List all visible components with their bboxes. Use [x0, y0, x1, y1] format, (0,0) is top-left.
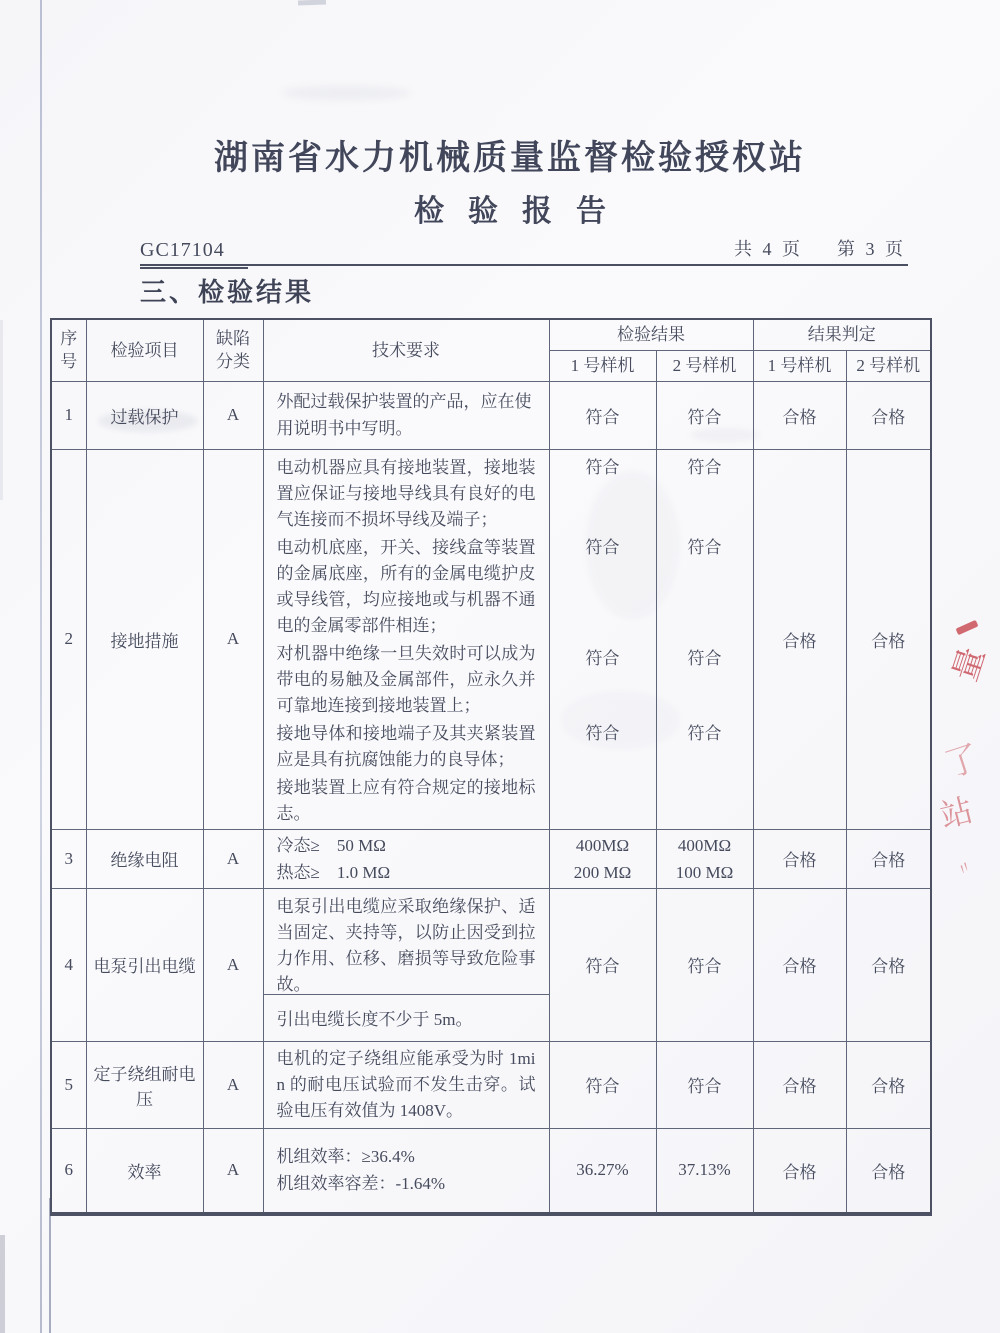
row-result-2: 37.13%	[656, 1128, 753, 1214]
result-entry: 符合	[687, 648, 722, 668]
table-row	[51, 888, 931, 1041]
header-requirement: 技术要求	[263, 319, 549, 381]
seal-glyph: 〃	[953, 857, 977, 881]
seal-glyph: 了	[940, 739, 985, 786]
row-result-1: 36.27%	[549, 1128, 656, 1214]
page-info	[734, 235, 906, 261]
requirement-line: 冷态≥ 50 MΩ	[276, 835, 386, 855]
row-result-1	[549, 829, 656, 888]
row-requirement	[263, 449, 549, 829]
row-result-1: 符合	[549, 1041, 656, 1128]
row-judgment-1: 合格	[753, 829, 846, 888]
row-judgment-1: 合格	[753, 1041, 846, 1128]
page-edge-line	[40, 0, 42, 1333]
row-seq: 5	[51, 1041, 86, 1128]
row-judgment-2: 合格	[846, 449, 931, 829]
result-entry: 符合	[585, 648, 620, 668]
row-item: 效率	[86, 1128, 203, 1214]
page-current: 第 3 页	[837, 239, 906, 259]
row-result-1	[549, 449, 656, 829]
row-requirement	[263, 1128, 549, 1214]
header-defect: 缺陷分类	[203, 319, 263, 381]
reference-line	[140, 230, 908, 266]
row-result-2	[656, 449, 753, 829]
report-number: GC17104	[140, 239, 225, 261]
row-defect: A	[203, 1041, 263, 1128]
row-seq: 4	[51, 888, 86, 1041]
row-judgment-2: 合格	[846, 381, 931, 449]
row-result-1: 符合	[549, 888, 656, 1041]
seal-stroke	[956, 620, 979, 635]
requirement-line: 热态≥ 1.0 MΩ	[276, 862, 391, 882]
red-seal-fragment	[938, 616, 1000, 886]
row-requirement	[263, 829, 549, 888]
row-judgment-2: 合格	[846, 888, 931, 1041]
table-row	[51, 449, 931, 829]
report-number-underline	[140, 267, 248, 269]
table-row	[51, 829, 931, 888]
table-row	[51, 381, 931, 449]
row-judgment-2: 合格	[846, 829, 931, 888]
requirement-paragraph: 接地导体和接地端子及其夹紧装置应是具有抗腐蚀能力的良导体；	[276, 723, 536, 769]
row-item: 接地措施	[86, 449, 203, 829]
requirement-paragraph: 引出电缆长度不少于 5m。	[276, 1010, 473, 1029]
scan-edge-artifact	[0, 1235, 5, 1333]
row-requirement: 外配过载保护装置的产品，应在使用说明书中写明。	[276, 392, 532, 438]
row-judgment-2: 合格	[846, 1041, 931, 1128]
requirement-line: 机组效率容差：-1.64%	[276, 1174, 446, 1194]
report-title: 检验报告	[414, 195, 630, 228]
row-result-2: 符合	[656, 888, 753, 1041]
page-edge-line-lower	[49, 1198, 51, 1333]
row-defect: A	[203, 888, 263, 1041]
row-seq: 3	[51, 829, 86, 888]
row-judgment-1: 合格	[753, 449, 846, 829]
requirement-paragraph: 电泵引出电缆应采取绝缘保护、适当固定、夹持等，以防止因受到拉力作用、位移、磨损等导致危险事故。	[276, 896, 536, 994]
result-entry: 符合	[585, 537, 620, 557]
scan-edge-artifact	[298, 0, 326, 5]
seal-glyph: 站	[936, 791, 977, 835]
bleedthrough-mark	[282, 86, 412, 100]
row-defect: A	[203, 1128, 263, 1214]
row-seq: 6	[51, 1128, 86, 1214]
table-row	[51, 1041, 931, 1128]
row-judgment-1: 合格	[753, 888, 846, 1041]
row-defect: A	[203, 829, 263, 888]
table-row	[51, 1128, 931, 1214]
result-entry: 符合	[687, 537, 722, 557]
header-item: 检验项目	[86, 319, 203, 381]
row-defect: A	[203, 449, 263, 829]
row-result-2: 符合	[656, 1041, 753, 1128]
header-result-sample1: 1 号样机	[549, 350, 656, 381]
result-entry: 200 MΩ	[573, 862, 632, 882]
header-judgment-sample2: 2 号样机	[846, 350, 931, 381]
section-title: 三、检验结果	[140, 278, 315, 307]
result-entry: 100 MΩ	[675, 862, 734, 882]
organization-title: 湖南省水力机械质量监督检验授权站	[214, 140, 806, 177]
row-judgment-1: 合格	[753, 381, 846, 449]
inspection-results-table	[50, 318, 932, 1216]
result-entry: 符合	[585, 723, 620, 743]
requirement-paragraph: 电动机底座，开关、接线盒等装置的金属底座，所有的金属电缆护皮或导线管，均应接地或与机器不通电的金属零部件相连；	[276, 537, 536, 635]
row-judgment-1: 合格	[753, 1128, 846, 1214]
row-result-2	[656, 829, 753, 888]
header-result-group: 检验结果	[549, 319, 753, 350]
requirement-paragraph: 对机器中绝缘一旦失效时可以成为带电的易触及金属部件，应永久并可靠地连接到接地装置上；	[276, 643, 536, 715]
row-item: 过载保护	[86, 381, 203, 449]
row-seq: 2	[51, 449, 86, 829]
table-header-row-1	[51, 319, 931, 350]
row-result-2: 符合	[656, 381, 753, 449]
requirement-line: 机组效率：≥36.4%	[276, 1147, 415, 1167]
result-entry: 400MΩ	[575, 835, 630, 855]
header-result-sample2: 2 号样机	[656, 350, 753, 381]
header-judgment-group: 结果判定	[753, 319, 931, 350]
result-entry: 400MΩ	[677, 835, 732, 855]
row-item: 电泵引出电缆	[86, 888, 203, 1041]
result-entry: 符合	[585, 457, 620, 477]
row-judgment-2: 合格	[846, 1128, 931, 1214]
result-entry: 符合	[687, 723, 722, 743]
seal-glyph: 量	[947, 643, 993, 686]
row-item: 绝缘电阻	[86, 829, 203, 888]
page-total: 共 4 页	[734, 239, 803, 259]
row-requirement	[263, 888, 549, 1041]
row-item: 定子绕组耐电压	[86, 1041, 203, 1128]
row-seq: 1	[51, 381, 86, 449]
header-seq: 序号	[51, 319, 86, 381]
requirement-paragraph: 接地装置上应有符合规定的接地标志。	[276, 777, 536, 823]
scan-edge-artifact	[0, 320, 3, 500]
header-judgment-sample1: 1 号样机	[753, 350, 846, 381]
requirement-paragraph: 电动机器应具有接地装置，接地装置应保证与接地导线具有良好的电气连接而不损坏导线及端子；	[276, 457, 536, 529]
row-defect: A	[203, 381, 263, 449]
row-result-1: 符合	[549, 381, 656, 449]
result-entry: 符合	[687, 457, 722, 477]
row-requirement: 电机的定子绕组应能承受为时 1min 的耐电压试验而不发生击穿。试验电压有效值为 1408V。	[276, 1048, 536, 1120]
